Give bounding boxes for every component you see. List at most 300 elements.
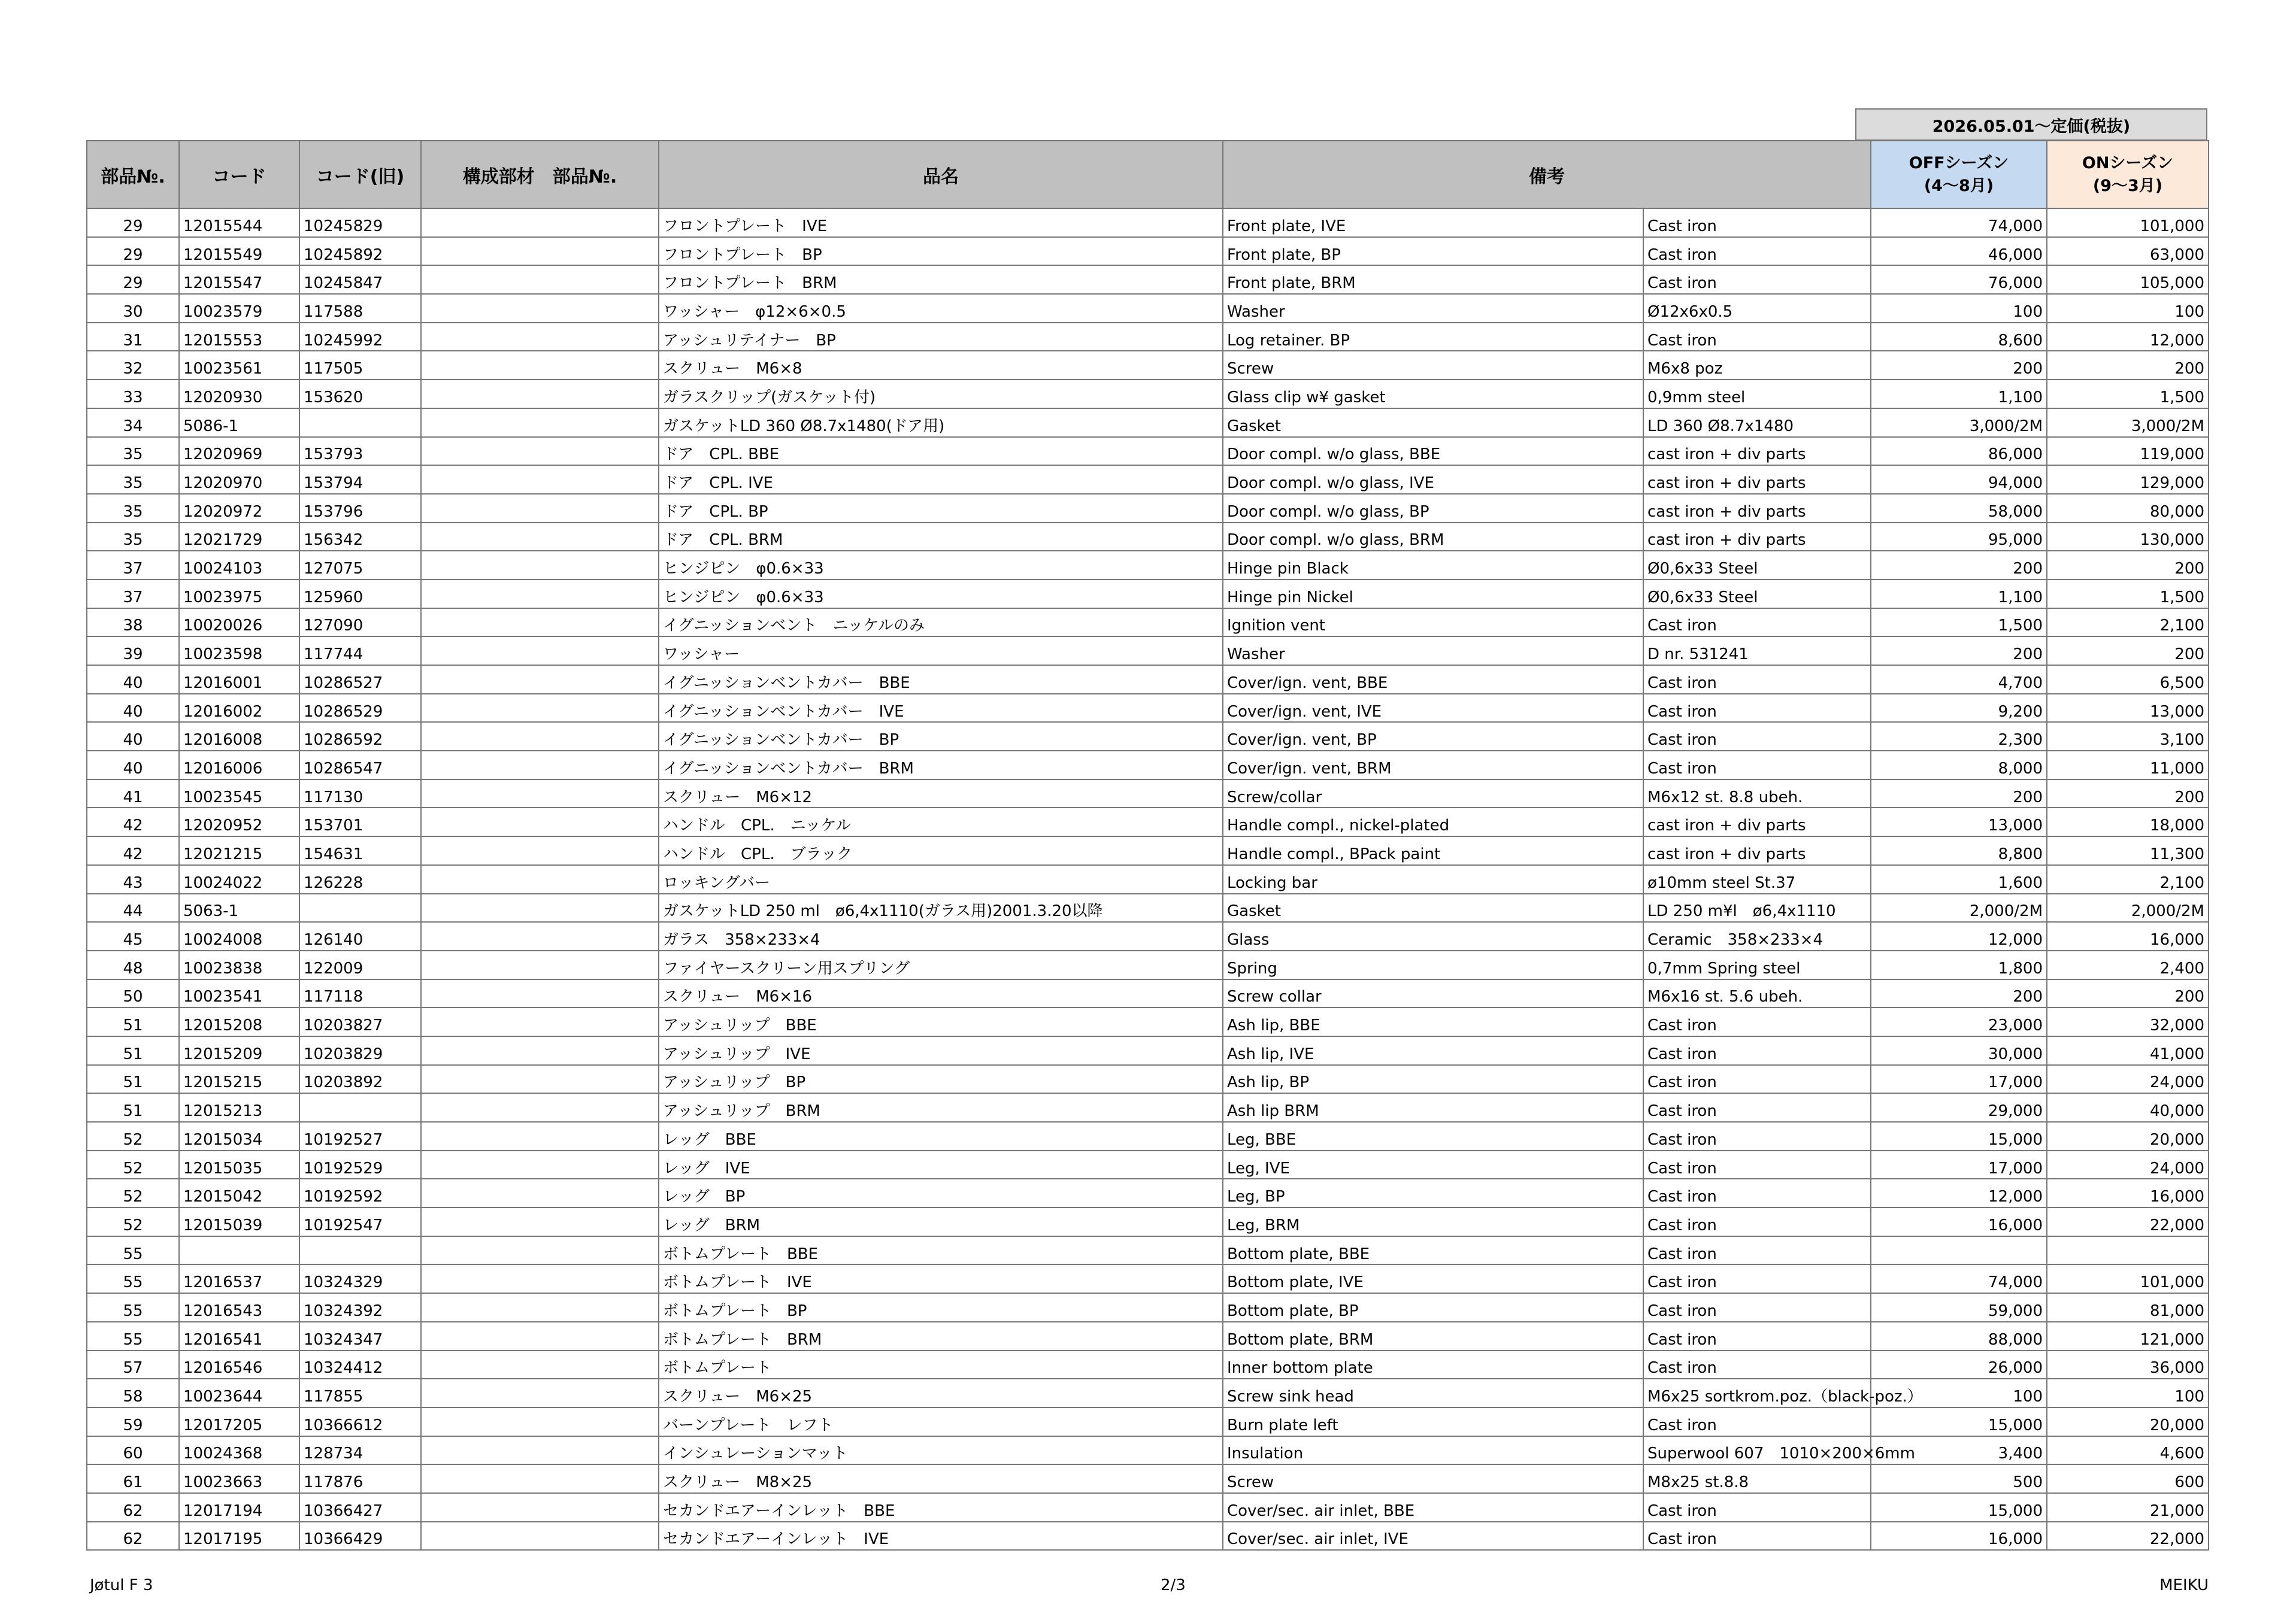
cell-code: 12015035 [179, 1151, 299, 1179]
cell-code-old: 10192527 [299, 1122, 421, 1151]
cell-material: LD 250 m¥l ø6,4x1110 [1643, 894, 1871, 923]
cell-off-price: 46,000 [1871, 237, 2047, 266]
cell-material: Cast iron [1643, 665, 1871, 694]
cell-code-old: 10324412 [299, 1351, 421, 1379]
cell-off-price [1871, 1236, 2047, 1265]
cell-material: Cast iron [1643, 1322, 1871, 1351]
cell-part-no: 61 [87, 1464, 179, 1493]
cell-part-no: 35 [87, 465, 179, 494]
table-row [87, 1036, 2209, 1065]
cell-name: アッシュリップ BBE [659, 1008, 1223, 1036]
cell-material: Cast iron [1643, 1522, 1871, 1551]
table-row [87, 1236, 2209, 1265]
cell-code: 12015553 [179, 323, 299, 351]
cell-name: レッグ BP [659, 1179, 1223, 1208]
cell-material: M8x25 st.8.8 [1643, 1464, 1871, 1493]
cell-code-old: 128734 [299, 1436, 421, 1465]
cell-off-price: 15,000 [1871, 1407, 2047, 1436]
cell-material: Ceramic 358×233×4 [1643, 922, 1871, 951]
cell-code-old [299, 1236, 421, 1265]
cell-code-old: 117855 [299, 1379, 421, 1407]
cell-remarks-en: Locking bar [1223, 865, 1643, 894]
cell-off-price: 17,000 [1871, 1065, 2047, 1094]
cell-off-price: 3,400 [1871, 1436, 2047, 1465]
cell-part-no: 55 [87, 1293, 179, 1322]
table-row [87, 1351, 2209, 1379]
cell-off-price: 8,800 [1871, 836, 2047, 865]
cell-code-old: 125960 [299, 580, 421, 608]
cell-off-price: 59,000 [1871, 1293, 2047, 1322]
cell-on-price: 24,000 [2047, 1151, 2209, 1179]
cell-off-price: 86,000 [1871, 437, 2047, 466]
cell-on-price: 16,000 [2047, 1179, 2209, 1208]
cell-component [421, 979, 659, 1008]
table-row [87, 208, 2209, 237]
cell-component [421, 751, 659, 779]
cell-code-old: 10203829 [299, 1036, 421, 1065]
cell-off-price: 15,000 [1871, 1493, 2047, 1522]
col-header-remarks: 備考 [1223, 141, 1871, 208]
cell-material: Cast iron [1643, 1122, 1871, 1151]
cell-material: M6x12 st. 8.8 ubeh. [1643, 779, 1871, 808]
cell-name: ロッキングバー [659, 865, 1223, 894]
cell-code-old: 127075 [299, 551, 421, 580]
cell-code-old: 122009 [299, 951, 421, 979]
col-header-on-season: ONシーズン (9～3月) [2047, 141, 2209, 208]
cell-code-old: 10366427 [299, 1493, 421, 1522]
cell-component [421, 465, 659, 494]
cell-on-price: 11,000 [2047, 751, 2209, 779]
cell-name: アッシュリップ BP [659, 1065, 1223, 1094]
cell-code: 12015208 [179, 1008, 299, 1036]
table-row [87, 580, 2209, 608]
cell-code-old: 10324392 [299, 1293, 421, 1322]
cell-on-price: 21,000 [2047, 1493, 2209, 1522]
cell-remarks-en: Inner bottom plate [1223, 1351, 1643, 1379]
cell-name: スクリュー M8×25 [659, 1464, 1223, 1493]
cell-code-old: 126140 [299, 922, 421, 951]
cell-component [421, 1065, 659, 1094]
table-row [87, 1293, 2209, 1322]
cell-on-price: 22,000 [2047, 1522, 2209, 1551]
cell-material: Ø12x6x0.5 [1643, 294, 1871, 323]
cell-code: 12016546 [179, 1351, 299, 1379]
cell-remarks-en: Cover/sec. air inlet, IVE [1223, 1522, 1643, 1551]
table-row [87, 808, 2209, 836]
cell-off-price: 29,000 [1871, 1093, 2047, 1122]
cell-component [421, 694, 659, 723]
cell-material: Cast iron [1643, 1264, 1871, 1293]
cell-on-price: 200 [2047, 551, 2209, 580]
cell-on-price: 40,000 [2047, 1093, 2209, 1122]
cell-code: 12015547 [179, 265, 299, 294]
cell-code: 12020969 [179, 437, 299, 466]
table-row [87, 351, 2209, 380]
cell-on-price: 4,600 [2047, 1436, 2209, 1465]
cell-part-no: 31 [87, 323, 179, 351]
cell-code-old: 153796 [299, 494, 421, 523]
cell-name: フロントプレート BRM [659, 265, 1223, 294]
cell-component [421, 380, 659, 408]
cell-code: 12015544 [179, 208, 299, 237]
cell-part-no: 29 [87, 237, 179, 266]
cell-part-no: 50 [87, 979, 179, 1008]
cell-code-old: 10286547 [299, 751, 421, 779]
cell-remarks-en: Screw collar [1223, 979, 1643, 1008]
cell-code: 12015034 [179, 1122, 299, 1151]
cell-off-price: 23,000 [1871, 1008, 2047, 1036]
cell-on-price: 80,000 [2047, 494, 2209, 523]
cell-on-price: 13,000 [2047, 694, 2209, 723]
cell-code-old: 10286527 [299, 665, 421, 694]
cell-remarks-en: Insulation [1223, 1436, 1643, 1465]
cell-code: 12015549 [179, 237, 299, 266]
cell-remarks-en: Ash lip, IVE [1223, 1036, 1643, 1065]
cell-code: 10024008 [179, 922, 299, 951]
table-row [87, 1322, 2209, 1351]
cell-component [421, 294, 659, 323]
table-row [87, 323, 2209, 351]
cell-on-price: 11,300 [2047, 836, 2209, 865]
cell-name: ドア CPL. BRM [659, 523, 1223, 551]
cell-off-price: 16,000 [1871, 1208, 2047, 1236]
cell-remarks-en: Front plate, IVE [1223, 208, 1643, 237]
cell-part-no: 43 [87, 865, 179, 894]
cell-name: ボトムプレート BP [659, 1293, 1223, 1322]
cell-name: ドア CPL. BP [659, 494, 1223, 523]
cell-name: ガラスクリップ(ガスケット付) [659, 380, 1223, 408]
cell-on-price: 130,000 [2047, 523, 2209, 551]
cell-remarks-en: Handle compl., BPack paint [1223, 836, 1643, 865]
cell-remarks-en: Cover/ign. vent, BP [1223, 722, 1643, 751]
cell-on-price: 121,000 [2047, 1322, 2209, 1351]
cell-material: Cast iron [1643, 608, 1871, 637]
cell-part-no: 35 [87, 494, 179, 523]
cell-code-old: 10203827 [299, 1008, 421, 1036]
cell-component [421, 865, 659, 894]
cell-off-price: 13,000 [1871, 808, 2047, 836]
cell-off-price: 1,500 [1871, 608, 2047, 637]
cell-code-old: 10192547 [299, 1208, 421, 1236]
cell-remarks-en: Washer [1223, 636, 1643, 665]
cell-material: Cast iron [1643, 1065, 1871, 1094]
cell-part-no: 40 [87, 694, 179, 723]
cell-part-no: 40 [87, 665, 179, 694]
cell-code: 10024103 [179, 551, 299, 580]
cell-component [421, 551, 659, 580]
cell-code: 12015039 [179, 1208, 299, 1236]
cell-component [421, 1151, 659, 1179]
cell-remarks-en: Handle compl., nickel-plated [1223, 808, 1643, 836]
cell-code-old: 153794 [299, 465, 421, 494]
cell-material: Ø0,6x33 Steel [1643, 580, 1871, 608]
cell-component [421, 1293, 659, 1322]
col-header-code: コード [179, 141, 299, 208]
cell-code-old: 117876 [299, 1464, 421, 1493]
table-row [87, 608, 2209, 637]
col-header-name: 品名 [659, 141, 1223, 208]
cell-material: Cast iron [1643, 1407, 1871, 1436]
cell-code-old [299, 894, 421, 923]
table-row [87, 779, 2209, 808]
table-row [87, 865, 2209, 894]
table-row [87, 1208, 2209, 1236]
cell-code-old: 10324347 [299, 1322, 421, 1351]
cell-component [421, 523, 659, 551]
cell-code: 12021215 [179, 836, 299, 865]
cell-part-no: 51 [87, 1093, 179, 1122]
cell-name: イグニッションベントカバー IVE [659, 694, 1223, 723]
cell-component [421, 1436, 659, 1465]
table-row [87, 437, 2209, 466]
cell-on-price: 101,000 [2047, 208, 2209, 237]
cell-remarks-en: Leg, BP [1223, 1179, 1643, 1208]
cell-part-no: 32 [87, 351, 179, 380]
cell-material: Cast iron [1643, 1093, 1871, 1122]
cell-component [421, 779, 659, 808]
cell-code: 12015209 [179, 1036, 299, 1065]
cell-name: イグニッションベントカバー BBE [659, 665, 1223, 694]
cell-component [421, 1322, 659, 1351]
cell-component [421, 1179, 659, 1208]
cell-name: ドア CPL. IVE [659, 465, 1223, 494]
table-row [87, 894, 2209, 923]
cell-material: ø10mm steel St.37 [1643, 865, 1871, 894]
cell-code-old: 156342 [299, 523, 421, 551]
cell-code-old: 10245829 [299, 208, 421, 237]
cell-on-price: 1,500 [2047, 380, 2209, 408]
cell-code-old: 154631 [299, 836, 421, 865]
cell-name: スクリュー M6×25 [659, 1379, 1223, 1407]
table-row [87, 1493, 2209, 1522]
cell-off-price: 1,100 [1871, 380, 2047, 408]
cell-name: ドア CPL. BBE [659, 437, 1223, 466]
cell-name: イグニッションベントカバー BRM [659, 751, 1223, 779]
cell-code: 12015213 [179, 1093, 299, 1122]
cell-name: スクリュー M6×12 [659, 779, 1223, 808]
cell-part-no: 51 [87, 1036, 179, 1065]
cell-material: M6x25 sortkrom.poz.（black-poz.） [1643, 1379, 1871, 1407]
cell-part-no: 48 [87, 951, 179, 979]
table-body [87, 208, 2209, 1550]
cell-code: 12020952 [179, 808, 299, 836]
cell-off-price: 1,100 [1871, 580, 2047, 608]
footer-model: Jøtul F 3 [90, 1576, 153, 1594]
cell-part-no: 37 [87, 580, 179, 608]
cell-code: 10023545 [179, 779, 299, 808]
price-period-header: 2026.05.01～定価(税抜) [1855, 108, 2207, 141]
cell-component [421, 237, 659, 266]
cell-material: Cast iron [1643, 1179, 1871, 1208]
cell-off-price: 200 [1871, 779, 2047, 808]
cell-code: 10023663 [179, 1464, 299, 1493]
cell-off-price: 9,200 [1871, 694, 2047, 723]
cell-remarks-en: Bottom plate, BP [1223, 1293, 1643, 1322]
cell-name: ボトムプレート BRM [659, 1322, 1223, 1351]
cell-material: Cast iron [1643, 265, 1871, 294]
cell-code: 10023561 [179, 351, 299, 380]
cell-component [421, 580, 659, 608]
cell-component [421, 636, 659, 665]
cell-material: cast iron + div parts [1643, 523, 1871, 551]
cell-material: Cast iron [1643, 722, 1871, 751]
cell-component [421, 608, 659, 637]
cell-code-old: 117130 [299, 779, 421, 808]
cell-part-no: 34 [87, 408, 179, 437]
cell-code: 12020970 [179, 465, 299, 494]
cell-material: Cast iron [1643, 694, 1871, 723]
cell-code: 12016543 [179, 1293, 299, 1322]
cell-part-no: 45 [87, 922, 179, 951]
cell-code-old [299, 408, 421, 437]
cell-part-no: 52 [87, 1208, 179, 1236]
cell-name: ハンドル CPL. ブラック [659, 836, 1223, 865]
cell-code: 12016001 [179, 665, 299, 694]
cell-on-price: 100 [2047, 1379, 2209, 1407]
cell-remarks-en: Ignition vent [1223, 608, 1643, 637]
table-row [87, 294, 2209, 323]
cell-on-price: 200 [2047, 779, 2209, 808]
cell-off-price: 4,700 [1871, 665, 2047, 694]
table-row [87, 380, 2209, 408]
cell-on-price: 2,000/2M [2047, 894, 2209, 923]
table-row [87, 836, 2209, 865]
cell-part-no: 51 [87, 1065, 179, 1094]
table-row [87, 1122, 2209, 1151]
cell-code-old: 153793 [299, 437, 421, 466]
cell-component [421, 1264, 659, 1293]
cell-name: ガスケットLD 360 Ø8.7x1480(ドア用) [659, 408, 1223, 437]
cell-code: 5063-1 [179, 894, 299, 923]
cell-off-price: 95,000 [1871, 523, 2047, 551]
cell-remarks-en: Cover/ign. vent, BRM [1223, 751, 1643, 779]
table-row [87, 1407, 2209, 1436]
cell-name: アッシュリップ IVE [659, 1036, 1223, 1065]
cell-code-old: 127090 [299, 608, 421, 637]
cell-code-old: 126228 [299, 865, 421, 894]
cell-name: ボトムプレート IVE [659, 1264, 1223, 1293]
cell-name: ワッシャー φ12×6×0.5 [659, 294, 1223, 323]
cell-code: 10020026 [179, 608, 299, 637]
cell-material: Cast iron [1643, 1351, 1871, 1379]
cell-off-price: 26,000 [1871, 1351, 2047, 1379]
cell-code: 12016002 [179, 694, 299, 723]
cell-off-price: 12,000 [1871, 1179, 2047, 1208]
cell-material: cast iron + div parts [1643, 465, 1871, 494]
cell-component [421, 1522, 659, 1551]
cell-part-no: 37 [87, 551, 179, 580]
cell-material: Cast iron [1643, 1151, 1871, 1179]
cell-material: cast iron + div parts [1643, 836, 1871, 865]
cell-component [421, 1122, 659, 1151]
table-row [87, 465, 2209, 494]
cell-code-old: 153701 [299, 808, 421, 836]
cell-on-price: 2,100 [2047, 608, 2209, 637]
table-row [87, 523, 2209, 551]
cell-on-price: 18,000 [2047, 808, 2209, 836]
cell-code: 10023598 [179, 636, 299, 665]
cell-name: ヒンジピン φ0.6×33 [659, 580, 1223, 608]
cell-remarks-en: Spring [1223, 951, 1643, 979]
cell-code-old: 10366429 [299, 1522, 421, 1551]
cell-off-price: 200 [1871, 551, 2047, 580]
cell-remarks-en: Door compl. w/o glass, IVE [1223, 465, 1643, 494]
cell-component [421, 808, 659, 836]
cell-on-price: 119,000 [2047, 437, 2209, 466]
cell-component [421, 1236, 659, 1265]
cell-off-price: 74,000 [1871, 208, 2047, 237]
table-row [87, 951, 2209, 979]
cell-name: ファイヤースクリーン用スプリング [659, 951, 1223, 979]
cell-part-no: 58 [87, 1379, 179, 1407]
cell-off-price: 100 [1871, 1379, 2047, 1407]
cell-remarks-en: Cover/ign. vent, IVE [1223, 694, 1643, 723]
cell-material: D nr. 531241 [1643, 636, 1871, 665]
table-row [87, 1093, 2209, 1122]
cell-off-price: 58,000 [1871, 494, 2047, 523]
table-row [87, 237, 2209, 266]
cell-on-price: 3,100 [2047, 722, 2209, 751]
cell-code: 12016537 [179, 1264, 299, 1293]
cell-remarks-en: Front plate, BRM [1223, 265, 1643, 294]
cell-code: 12021729 [179, 523, 299, 551]
cell-component [421, 208, 659, 237]
table-row [87, 1008, 2209, 1036]
cell-name: フロントプレート IVE [659, 208, 1223, 237]
cell-part-no: 44 [87, 894, 179, 923]
cell-code: 12017194 [179, 1493, 299, 1522]
cell-on-price: 20,000 [2047, 1122, 2209, 1151]
cell-code: 10023644 [179, 1379, 299, 1407]
cell-on-price: 32,000 [2047, 1008, 2209, 1036]
cell-code-old: 117744 [299, 636, 421, 665]
cell-on-price: 129,000 [2047, 465, 2209, 494]
cell-remarks-en: Ash lip BRM [1223, 1093, 1643, 1122]
cell-on-price: 22,000 [2047, 1208, 2209, 1236]
col-header-off-season: OFFシーズン (4～8月) [1871, 141, 2047, 208]
cell-name: スクリュー M6×16 [659, 979, 1223, 1008]
cell-part-no: 38 [87, 608, 179, 637]
cell-component [421, 836, 659, 865]
col-header-part-no: 部品№. [87, 141, 179, 208]
cell-part-no: 39 [87, 636, 179, 665]
cell-name: ボトムプレート BBE [659, 1236, 1223, 1265]
cell-code: 10024022 [179, 865, 299, 894]
table-row [87, 979, 2209, 1008]
cell-on-price: 200 [2047, 636, 2209, 665]
cell-part-no: 41 [87, 779, 179, 808]
cell-remarks-en: Screw sink head [1223, 1379, 1643, 1407]
table-row [87, 1464, 2209, 1493]
cell-off-price: 200 [1871, 636, 2047, 665]
cell-remarks-en: Cover/ign. vent, BBE [1223, 665, 1643, 694]
table-row [87, 722, 2209, 751]
cell-remarks-en: Screw/collar [1223, 779, 1643, 808]
cell-code: 12016006 [179, 751, 299, 779]
cell-name: フロントプレート BP [659, 237, 1223, 266]
cell-code-old: 10286592 [299, 722, 421, 751]
cell-component [421, 1093, 659, 1122]
cell-part-no: 55 [87, 1264, 179, 1293]
cell-material: cast iron + div parts [1643, 808, 1871, 836]
cell-off-price: 200 [1871, 979, 2047, 1008]
cell-remarks-en: Door compl. w/o glass, BP [1223, 494, 1643, 523]
cell-material: cast iron + div parts [1643, 437, 1871, 466]
cell-component [421, 1464, 659, 1493]
cell-part-no: 62 [87, 1522, 179, 1551]
cell-remarks-en: Door compl. w/o glass, BRM [1223, 523, 1643, 551]
cell-name: ガラス 358×233×4 [659, 922, 1223, 951]
